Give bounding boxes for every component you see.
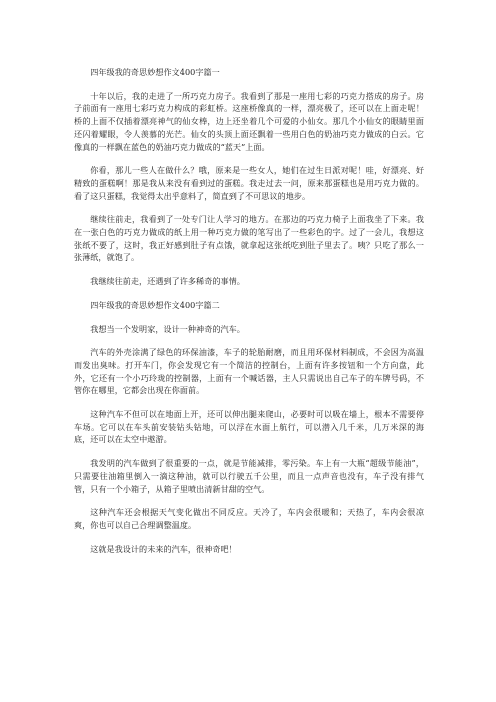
document-page [74,66,424,555]
paragraph-4: 我继续往前走，还遇到了许多稀奇的事情。 [90,276,245,287]
paragraph-8: 我发明的汽车做到了很重要的一点，就是节能减排，零污染。车上有一大瓶“超级节能油”，只需要往油箱里倒入一滴这种油，就可以行驶五千公里，而且一点声音也没有，车子没有排气管，只有一个小箱子，从箱子里喷出清新甘甜的空气。 [74,458,424,494]
paragraph-9: 这种汽车还会根据天气变化做出不同反应。天冷了，车内会很暖和；天热了，车内会很凉爽，你也可以自己合理调整温度。 [74,507,424,530]
paragraph-5: 我想当一个发明家，设计一种神奇的汽车。 [90,323,245,334]
paragraph-10: 这就是我设计的未来的汽车，很神奇吧！ [90,543,237,554]
section-title-2: 四年级我的奇思妙想作文400字篇二 [90,299,220,310]
paragraph-3: 继续往前走，我看到了一处专门让人学习的地方。在那边的巧克力椅子上面我坐了下来。我在一张白色的巧克力做成的纸上用一种巧克力做的笔写出了一些彩色的字。过了一会儿，我想这张纸不要了，这时，我正好感到肚子有点饿，就拿起这张纸吃到肚子里去了。咦？只吃了那么一张薄纸，就饱了。 [74,214,424,263]
paragraph-7: 这种汽车不但可以在地面上开，还可以伸出腿来爬山，必要时可以吸在墙上，根本不需要停车场。它可以在车头前安装钻头钻地，可以浮在水面上航行，可以潜入几千米，几万米深的海底，还可以在太空中遨游。 [74,409,424,445]
section-title-1: 四年级我的奇思妙想作文400字篇一 [90,67,220,77]
paragraph-6: 汽车的外壳涂满了绿色的环保油漆，车子的轮胎耐磨，而且用环保材料制成，不会因为高温而发出臭味。打开车门，你会发现它有一个简洁的控制台，上面有许多按钮和一个方向盘，此外，它还有一个小巧玲珑的控制器，上面有一个喊话器，主人只需说出自己车子的车牌号码，不管你在哪里，它都会出现在你面前。 [74,347,424,396]
paragraph-2: 你看，那儿一些人在做什么？哦，原来是一些女人，她们在过生日派对呢！哇，好漂亮、好精致的蛋糕啊！那是我从来没有看到过的蛋糕。我走过去一问，原来那蛋糕也是用巧克力做的。看了这只蛋糕，我觉得太出乎意料了，简直到了不可思议的地步。 [74,165,424,201]
paragraph-1: 十年以后，我的走进了一所巧克力房子。我看到了那是一座用七彩的巧克力搭成的房子。房子前面有一座用七彩巧克力构成的彩虹桥。这座桥像真的一样，漂亮极了，还可以在上面走呢！桥的上面不仅插着漂亮神气的仙女棒，边上还坐着几个可爱的小仙女。那几个小仙女的眼睛里面还闪着耀眼，令人羡慕的光芒。仙女的头顶上面还飘着一些用白色的奶油巧克力做成的白云。它像真的一样飘在蓝色的奶油巧克力做成的“蓝天”上面。 [74,90,424,152]
